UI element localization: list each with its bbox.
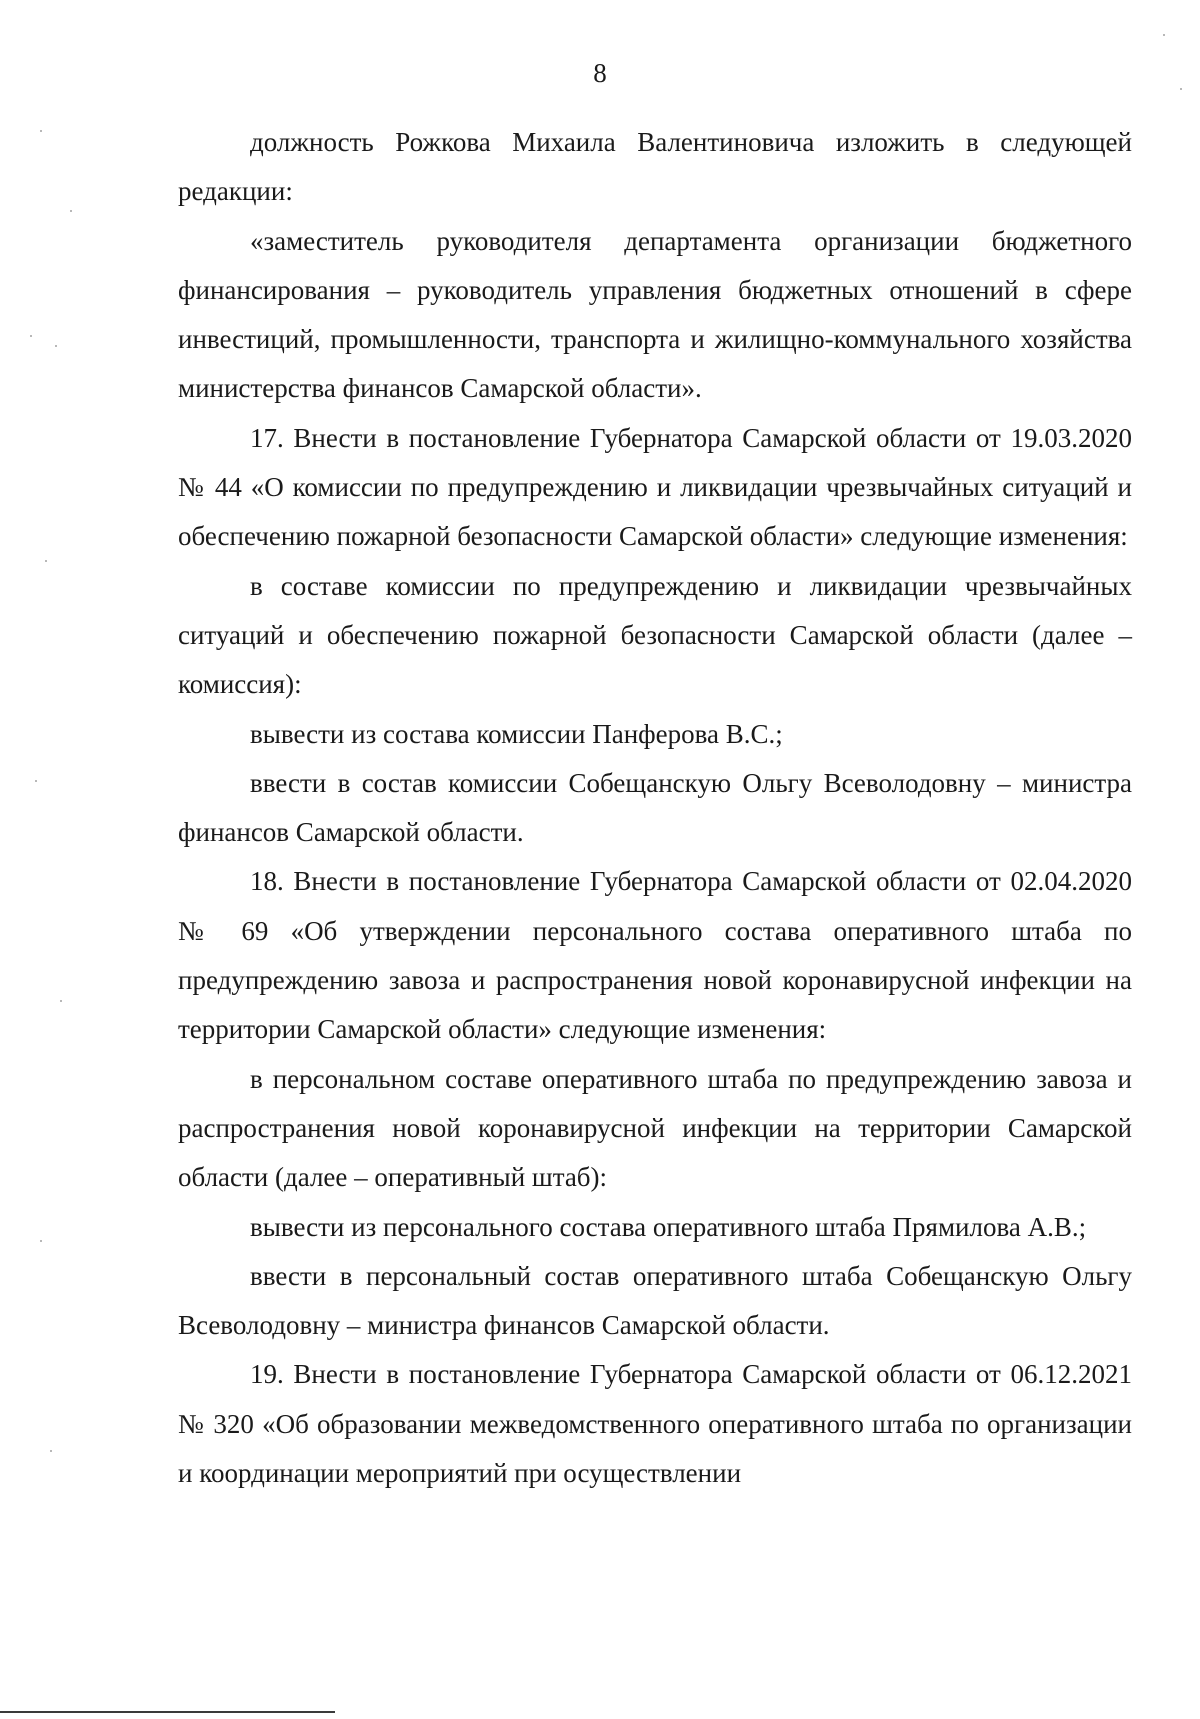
scan-speck — [55, 345, 57, 347]
paragraph-add-sobeshchanskaya-staff: ввести в персональный состав оперативного штаба Собещанскую Ольгу Всеволодовну – министра финансов Самарской области. — [178, 1260, 1132, 1341]
paragraph-remove-pryamilov: вывести из персонального состава оперативного штаба Прямилова А.В.; — [250, 1211, 1087, 1242]
scan-speck — [50, 1450, 52, 1452]
scan-speck — [60, 1000, 62, 1002]
paragraph-item-18: 18. Внести в постановление Губернатора Самарской области от 02.04.2020 № 69 «Об утверждении персонального состава оперативного штаба по предупреждению завоза и распространения новой коронавирусной инфекции на территории Самарской области» следующие изменения: — [178, 866, 1132, 1045]
paragraph-deputy-head-title: «заместитель руководителя департамента организации бюджетного финансирования – руководитель управления бюджетных отношений в сфере инвестиций, промышленности, транспорта и жилищно-коммунального хозяйства министерства финансов Самарской области». — [178, 225, 1132, 404]
paragraph-operational-staff-composition: в персональном составе оперативного штаба по предупреждению завоза и распространения новой коронавирусной инфекции на территории Самарской области (далее – оперативный штаб): — [178, 1063, 1132, 1193]
scan-speck — [45, 560, 47, 562]
page-number: 8 — [593, 58, 607, 88]
scan-speck — [1163, 34, 1165, 36]
scan-speck — [40, 1240, 42, 1242]
paragraph-remove-panferov: вывести из состава комиссии Панферова В.С.; — [250, 718, 783, 749]
paragraph-commission-composition: в составе комиссии по предупреждению и ликвидации чрезвычайных ситуаций и обеспечению пожарной безопасности Самарской области (далее – комиссия): — [178, 570, 1132, 700]
paragraph-rozhkov-position: должность Рожкова Михаила Валентиновича изложить в следующей редакции: — [178, 127, 1132, 207]
paragraph-item-19: 19. Внести в постановление Губернатора Самарской области от 06.12.2021 № 320 «Об образовании межведомственного оперативного штаба по организации и координации мероприятий при осуществлении — [178, 1359, 1132, 1489]
bottom-scan-edge — [0, 1711, 335, 1713]
paragraph-add-sobeshchanskaya-commission: ввести в состав комиссии Собещанскую Ольгу Всеволодовну – министра финансов Самарской области. — [178, 767, 1132, 848]
scan-speck — [40, 130, 42, 132]
scan-speck — [35, 780, 37, 782]
scan-speck — [1180, 88, 1182, 90]
paragraph-item-17: 17. Внести в постановление Губернатора Самарской области от 19.03.2020 № 44 «О комиссии по предупреждению и ликвидации чрезвычайных ситуаций и обеспечению пожарной безопасности Самарской области» следующие изменения: — [178, 422, 1132, 552]
scan-speck — [30, 335, 32, 337]
scan-speck — [70, 210, 72, 212]
document-body — [178, 118, 1132, 1498]
